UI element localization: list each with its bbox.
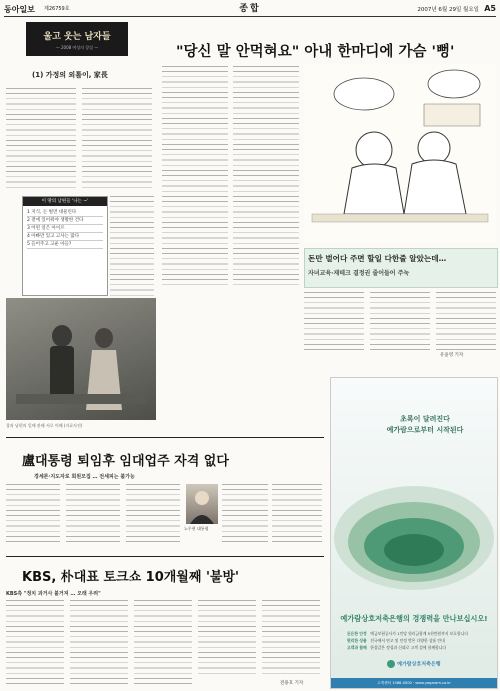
- kbs-body-5: [262, 600, 320, 676]
- kbs-byline: 전용호 기자: [280, 681, 304, 686]
- kbs-body-2: [70, 600, 128, 684]
- bank-advertisement: [330, 377, 498, 689]
- column-banner-title: 울고 웃는 남자들: [43, 32, 111, 42]
- list-item: 1 지식, 돈 벌면 대물린다: [27, 209, 103, 217]
- paper-name: 동아일보: [4, 4, 35, 14]
- list-header: 이 땅의 남편들 '나는 ~': [23, 197, 107, 206]
- ad-row: 고객과 함께 한결같은 정성과 신뢰로 고객 곁에 함께합니다: [347, 645, 447, 650]
- issue-number: 제26759호: [44, 6, 70, 12]
- roh-portrait: [186, 484, 218, 524]
- section-title: 종합: [239, 4, 261, 14]
- ad-footer: 고객센터 1588-0000 · www.yegaram.co.kr: [331, 678, 497, 688]
- main-body-4: [370, 292, 430, 352]
- kbs-subhead: KBS측 "정치 과거사 불거져 … 오래 우려": [6, 591, 101, 597]
- roh-body-3: [126, 484, 180, 544]
- issue-date: 2007년 6월 29일 월요일 A5: [417, 4, 496, 13]
- cartoon-drawing: [304, 64, 496, 242]
- list-item: 4 아빠만 있고 고사는 많다: [27, 233, 103, 241]
- ad-tagline: 초록이 달려진다 예가람으로부터 시작된다: [386, 415, 464, 434]
- main-body-2: [233, 66, 299, 286]
- column-body-1: [6, 88, 76, 188]
- roh-body-4: [222, 484, 268, 544]
- list-item: 2 곁에 있어줘야 생활한 건다: [27, 217, 103, 225]
- roh-headline: 盧대통령 퇴임후 임대업주 자격 없다: [22, 454, 229, 469]
- ad-brand: 예가람상호저축은행: [331, 660, 497, 668]
- list-item: 3 어떤 일은 아이르: [27, 225, 103, 233]
- couple-photo: [6, 298, 156, 420]
- couple-photo-figures: [6, 298, 156, 420]
- cartoon-illustration: [304, 64, 496, 242]
- roh-rule: [6, 437, 324, 438]
- roh-body-1: [6, 484, 60, 544]
- photo-caption: 창과 남편의 일에 관해 서로 이해 (자료사진): [6, 423, 83, 428]
- ad-logo-icon: [387, 660, 395, 668]
- main-body-5: [436, 292, 496, 352]
- pull-quote-text: 돈만 벌어다 주면 할일 다한줄 알았는데…: [308, 254, 447, 263]
- kbs-body-4: [198, 600, 256, 676]
- main-byline: 유윤영 기자: [440, 353, 464, 358]
- kbs-body-1: [6, 600, 64, 684]
- masthead: [4, 2, 496, 17]
- roh-photo: [186, 484, 218, 524]
- ad-row: 편리한 상품 전국에서 연고 및 인정 받은 다양한 상품 안내: [347, 638, 445, 643]
- column-banner: [26, 22, 128, 56]
- list-box: [22, 196, 108, 296]
- ad-slogan: 예가람상호저축은행의 경쟁력을 만나보십시오!: [340, 614, 488, 623]
- roh-body-5: [272, 484, 322, 544]
- pull-quote: [304, 248, 498, 288]
- kbs-rule: [6, 556, 324, 557]
- main-body-3: [304, 292, 364, 352]
- list-item: 5 들어주고 고운 아들?: [27, 241, 103, 249]
- main-body-1: [162, 66, 228, 286]
- kbs-headline: KBS, 朴대표 토크쇼 10개월째 '불방': [22, 570, 240, 585]
- main-headline: "당신 말 안먹혀요" 아내 한마디에 가슴 '뻥': [176, 44, 455, 60]
- roh-body-2: [66, 484, 120, 544]
- column-body-3: [110, 196, 154, 296]
- ad-forest-image: [331, 438, 497, 608]
- kbs-body-3: [134, 600, 192, 684]
- column-banner-sub: — 2008 여성의 창설 —: [55, 45, 99, 50]
- column-subtitle: (1) 가정의 외톨이, 家長: [32, 71, 108, 79]
- ad-row: 든든한 안정 예금보험공사가 1인당 원리금합계 5천만원까지 보호합니다: [347, 631, 468, 636]
- column-body-2: [82, 88, 152, 188]
- roh-caption: 노무현 대통령: [184, 526, 209, 531]
- pull-quote-sub: 자녀교육·재테크 결정권 줄어들어 주눅: [308, 270, 410, 277]
- roh-subhead: 경세론·지도자로 회원모집 … 전세피는 불가능: [34, 474, 135, 480]
